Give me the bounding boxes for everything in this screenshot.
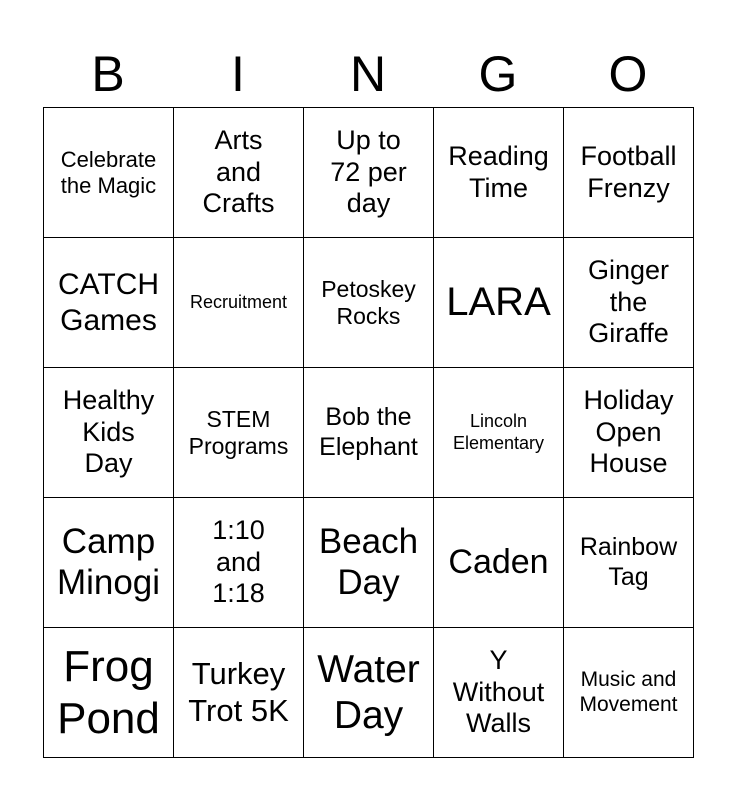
bingo-cell[interactable]: Reading Time	[434, 108, 564, 238]
bingo-cell[interactable]: Frog Pond	[44, 628, 174, 758]
header-letter-o: O	[608, 46, 648, 102]
bingo-cell[interactable]: Celebrate the Magic	[44, 108, 174, 238]
header-letter-n: N	[349, 46, 387, 102]
header-letter-i: I	[231, 46, 245, 102]
header-letter-g: G	[478, 46, 518, 102]
bingo-cell[interactable]: Healthy Kids Day	[44, 368, 174, 498]
bingo-cell[interactable]: Y Without Walls	[434, 628, 564, 758]
bingo-cell[interactable]: Up to 72 per day	[304, 108, 434, 238]
bingo-cell[interactable]: Lincoln Elementary	[434, 368, 564, 498]
bingo-cell[interactable]: Music and Movement	[564, 628, 694, 758]
bingo-cell[interactable]: CATCH Games	[44, 238, 174, 368]
bingo-cell[interactable]: Caden	[434, 498, 564, 628]
bingo-header	[43, 44, 693, 104]
bingo-cell[interactable]: Rainbow Tag	[564, 498, 694, 628]
bingo-cell[interactable]: 1:10 and 1:18	[174, 498, 304, 628]
bingo-cell[interactable]: STEM Programs	[174, 368, 304, 498]
bingo-cell[interactable]: Water Day	[304, 628, 434, 758]
bingo-cell[interactable]: Petoskey Rocks	[304, 238, 434, 368]
bingo-cell[interactable]: Recruitment	[174, 238, 304, 368]
bingo-cell[interactable]: Ginger the Giraffe	[564, 238, 694, 368]
bingo-cell[interactable]: Holiday Open House	[564, 368, 694, 498]
bingo-cell[interactable]: Turkey Trot 5K	[174, 628, 304, 758]
bingo-cell[interactable]: Camp Minogi	[44, 498, 174, 628]
bingo-cell[interactable]: Football Frenzy	[564, 108, 694, 238]
bingo-cell[interactable]: LARA	[434, 238, 564, 368]
bingo-grid	[43, 107, 694, 758]
header-letter-b: B	[91, 46, 125, 102]
bingo-cell[interactable]: Beach Day	[304, 498, 434, 628]
bingo-cell[interactable]: Arts and Crafts	[174, 108, 304, 238]
bingo-cell[interactable]: Bob the Elephant	[304, 368, 434, 498]
